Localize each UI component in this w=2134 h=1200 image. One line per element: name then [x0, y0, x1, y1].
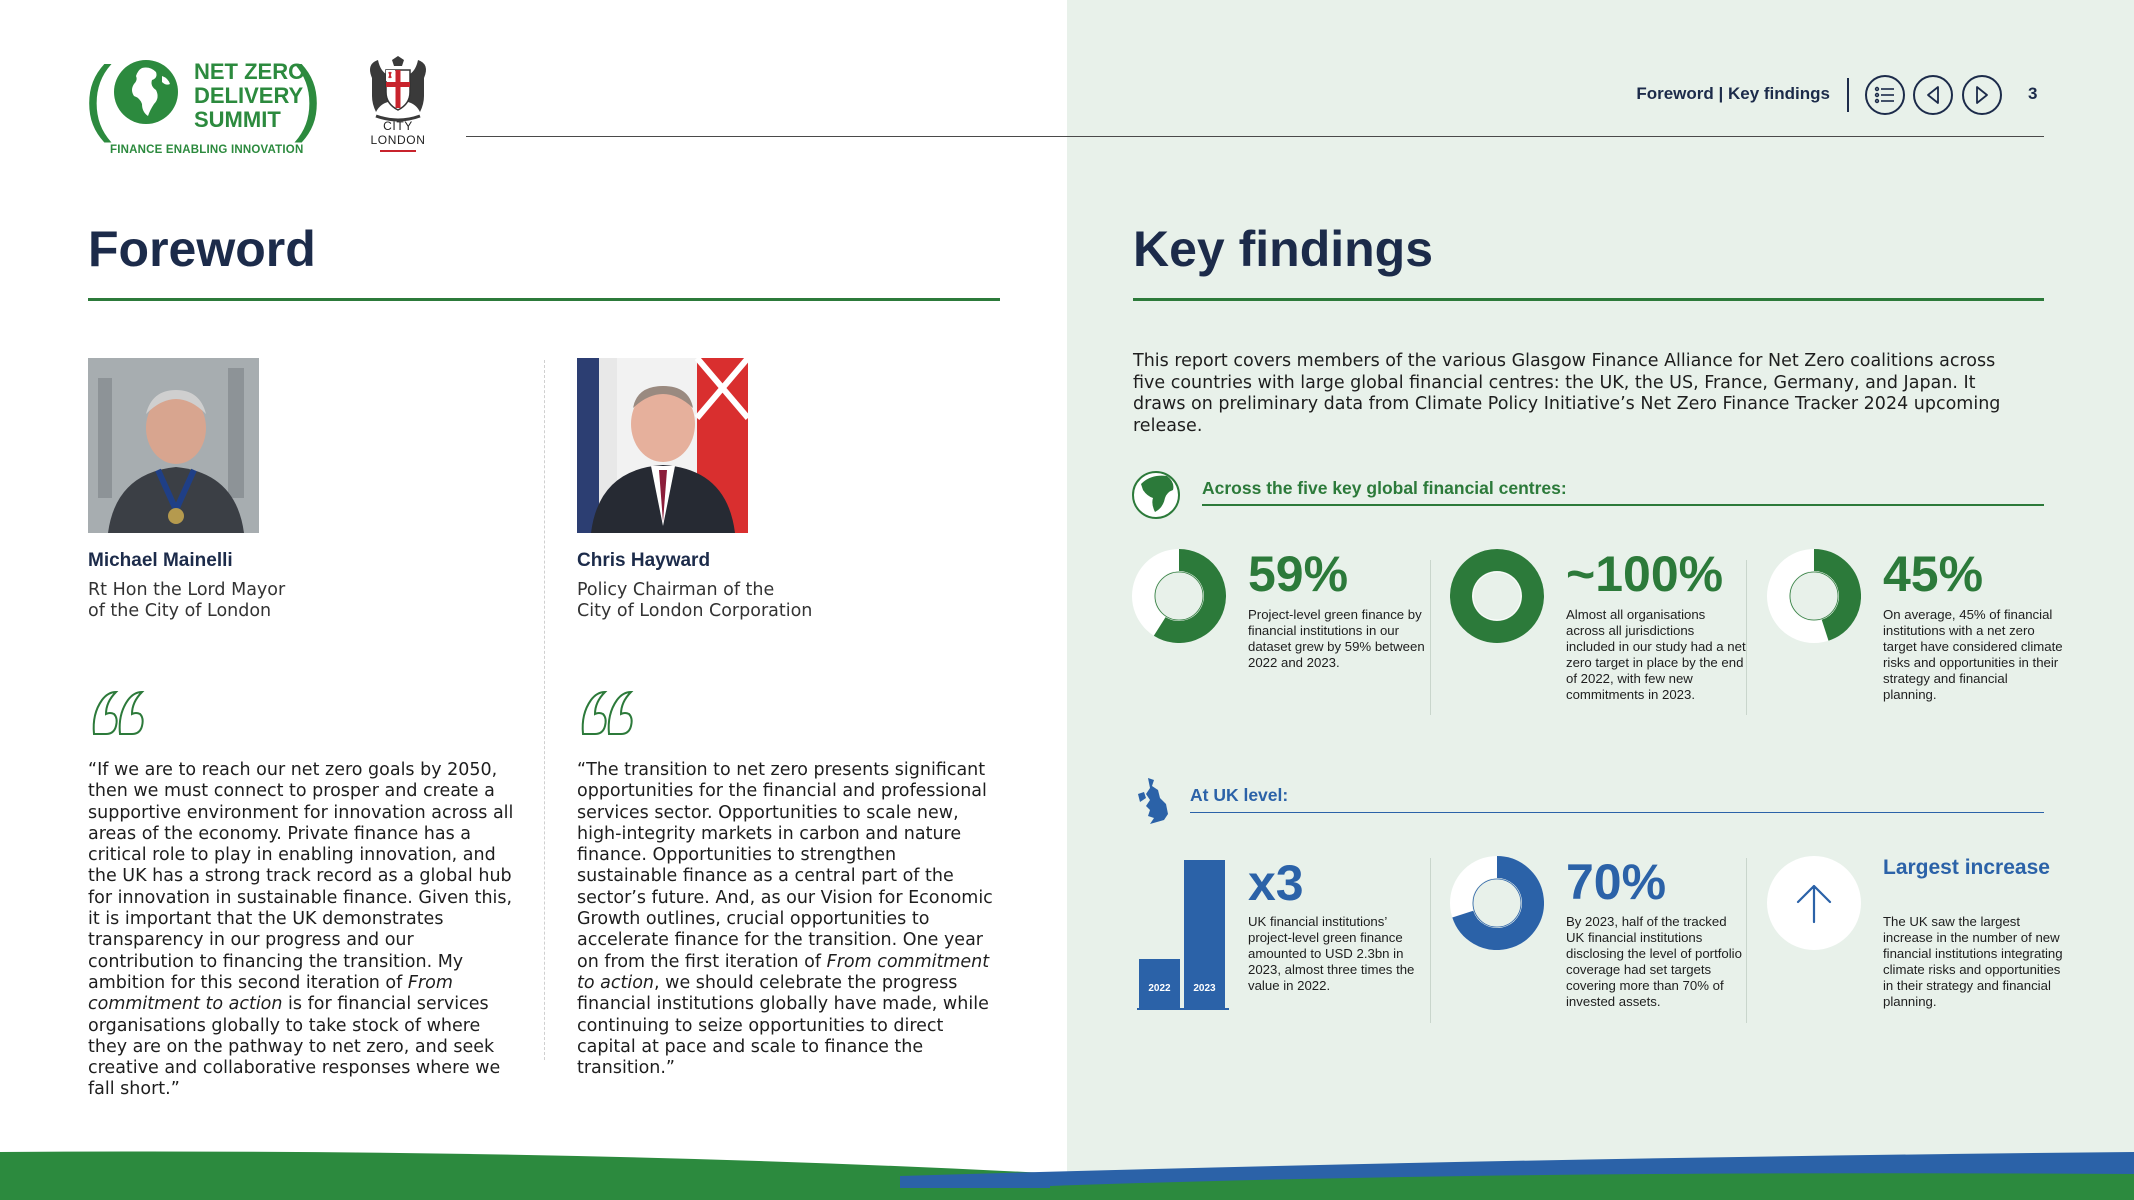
- bar-2023: 2023: [1184, 860, 1225, 1008]
- uk-section-rule: [1190, 812, 2044, 813]
- crest-london-label: LONDON: [370, 133, 426, 147]
- stat-divider: [1746, 858, 1747, 1023]
- crest-shield-icon: [362, 56, 434, 124]
- contents-button[interactable]: [1865, 75, 1905, 115]
- stat-description: The UK saw the largest increase in the number of new financial institutions integrating climate risks and opportunities in their strategy and financial planning.: [1883, 914, 2063, 1009]
- bar-2022: 2022: [1139, 959, 1180, 1008]
- footer-wave: [0, 1140, 2134, 1200]
- person-name: Michael Mainelli: [88, 550, 233, 571]
- stat-value: 45%: [1883, 546, 1984, 602]
- logo-right-bracket: (: [294, 49, 322, 143]
- quote-text: “The transition to net zero presents significant opportunities for the financial and professional services sector. Opportunities to scale new, high-integrity markets in carbon and nature finance. Opportunities to strengthen sustainable finance as a central part of the sector’s future. And, as our Vision for Economic Growth outlines, crucial opportunities to accelerate finance for the transition. One year on from the first iteration of From commitment to action, we should celebrate the progress financial institutions globally have made, while continuing to seize opportunities to direct capital at pace and scale to finance the transition.”: [577, 760, 993, 1079]
- increase-badge: [1767, 856, 1861, 950]
- uk-section-title: At UK level:: [1190, 785, 1289, 805]
- donut-chart-100: [1450, 549, 1544, 643]
- logo-left-bracket: (: [84, 49, 112, 143]
- globe-icon: [112, 58, 180, 126]
- key-findings-title-rule: [1133, 298, 2044, 301]
- bar-chart-baseline: [1137, 1008, 1229, 1010]
- column-divider: [544, 360, 546, 1060]
- global-section-rule: [1202, 504, 2044, 506]
- key-findings-title: Key findings: [1133, 221, 1434, 277]
- stat-divider: [1430, 858, 1431, 1023]
- stat-divider: [1430, 560, 1431, 715]
- stat-description: Project-level green finance by financial institutions in our dataset grew by 59% between 2022 and 2023.: [1248, 607, 1425, 670]
- donut-chart-45: [1767, 549, 1861, 643]
- quote-mark-icon: [577, 690, 637, 740]
- donut-chart-70: [1450, 856, 1544, 950]
- stat-divider: [1746, 560, 1747, 715]
- logo-tagline: FINANCE ENABLING INNOVATION: [110, 144, 304, 156]
- list-icon: [1874, 86, 1896, 104]
- person-name: Chris Hayward: [577, 550, 711, 571]
- net-zero-delivery-summit-logo[interactable]: [84, 49, 326, 164]
- global-section-title: Across the five key global financial centres:: [1202, 478, 1567, 498]
- foreword-title: Foreword: [88, 221, 316, 277]
- portrait-chris-hayward: [577, 358, 748, 533]
- arrow-up-icon: [1767, 856, 1861, 950]
- person-title: Rt Hon the Lord Mayor of the City of London: [88, 580, 286, 621]
- stat-value: 70%: [1566, 854, 1667, 910]
- stat-description: On average, 45% of financial institutions with a net zero target have considered climate risks and opportunities in their strategy and financial planning.: [1883, 607, 2063, 702]
- foreword-title-rule: [88, 298, 1000, 301]
- stat-description: By 2023, half of the tracked UK financial institutions disclosing the level of portfolio coverage had set targets covering more than 70% of invested assets.: [1566, 914, 1742, 1009]
- previous-page-button[interactable]: [1913, 75, 1953, 115]
- portrait-michael-mainelli: [88, 358, 259, 533]
- nav-separator: [1847, 78, 1849, 112]
- uk-map-icon: [1134, 776, 1174, 826]
- person-title: Policy Chairman of the City of London Corporation: [577, 580, 813, 621]
- next-page-button[interactable]: [1962, 75, 2002, 115]
- donut-chart-59: [1132, 549, 1226, 643]
- city-of-london-crest[interactable]: [362, 56, 434, 154]
- stat-value: 59%: [1248, 546, 1349, 602]
- page-number: 3: [2028, 84, 2038, 103]
- triangle-left-icon: [1925, 85, 1941, 105]
- stat-description: Almost all organisations across all jurisdictions included in our study had a net zero target in place by the end of 2022, with few new commitments in 2023.: [1566, 607, 1746, 702]
- crest-underline: [380, 150, 416, 152]
- stat-value: x3: [1248, 855, 1304, 911]
- header-rule: [466, 136, 2044, 137]
- stat-value: ~100%: [1566, 546, 1724, 602]
- globe-icon: [1131, 470, 1181, 520]
- key-findings-intro: This report covers members of the various Glasgow Finance Alliance for Net Zero coalitions across five countries with large global financial centres: the UK, the US, France, Germany, and Japan. It draws on preliminary data from Climate Policy Initiative’s Net Zero Finance Tracker 2024 upcoming release.: [1133, 351, 2001, 436]
- logo-wordmark: NET ZERO DELIVERY SUMMIT: [194, 59, 306, 132]
- quote-text: “If we are to reach our net zero goals by 2050, then we must connect to prosper and create a supportive environment for innovation across all areas of the economy. Private finance has a critical role to play in enabling innovation, and the UK has a strong track record as a global hub for innovation in sustainable finance. Given this, it is important that the UK demonstrates transparency in our progress and our contribution to financing the transition. My ambition for this second iteration of From commitment to action is for financial services organisations globally to take stock of where they are on the pathway to net zero, and seek creative and collaborative responses where we fall short.”: [88, 760, 514, 1100]
- stat-description: UK financial institutions’ project-level green finance amounted to USD 2.3bn in 2023, almost three times the value in 2022.: [1248, 914, 1415, 993]
- stat-heading: Largest increase: [1883, 856, 2050, 879]
- breadcrumb: Foreword | Key findings: [1636, 84, 1830, 103]
- crest-city-label: CITY: [383, 119, 413, 133]
- triangle-right-icon: [1974, 85, 1990, 105]
- quote-mark-icon: [88, 690, 148, 740]
